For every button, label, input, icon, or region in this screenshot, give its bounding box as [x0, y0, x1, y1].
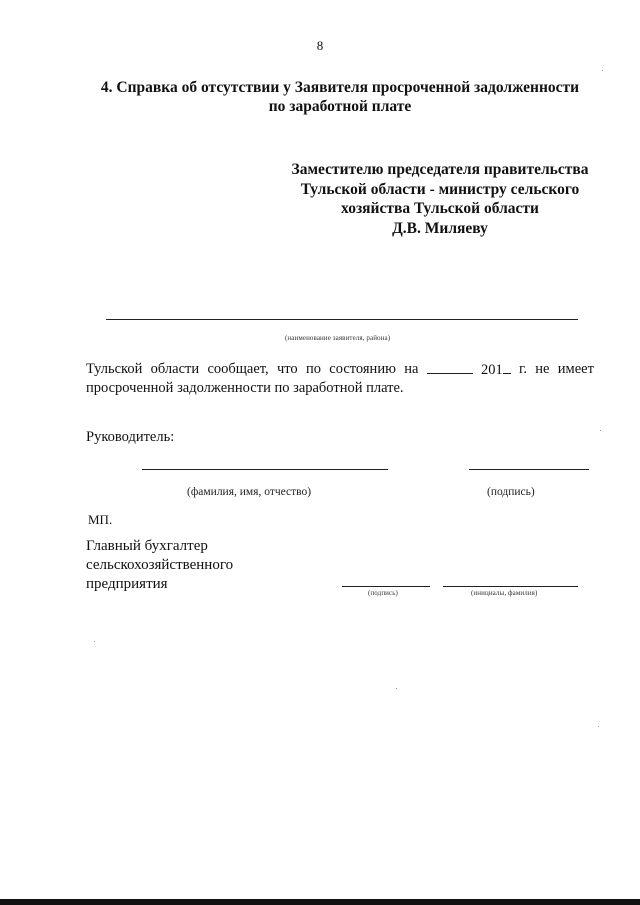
addressee-line-4: Д.В. Миляеву [392, 219, 488, 237]
statement-text [86, 360, 594, 397]
statement-word: Тульской [86, 361, 143, 377]
year-blank [503, 360, 511, 374]
statement-word: не [535, 361, 550, 377]
applicant-name-line [106, 319, 578, 320]
statement-word: на [404, 361, 419, 377]
statement-word: сообщает, [207, 361, 269, 377]
statement-word: имеет [557, 361, 594, 377]
accountant-name-line [443, 586, 578, 587]
scan-speck [396, 688, 397, 689]
accountant-line-2: сельскохозяйственного [86, 557, 234, 573]
title-line-1: 4. Справка об отсутствии у Заявителя просроченной задолженности [100, 79, 580, 96]
head-signature-caption: (подпись) [487, 486, 535, 498]
addressee-block [280, 160, 600, 238]
title-line-2: по заработной плате [268, 98, 412, 115]
statement-line-2: просроченной задолженности по заработной плате. [86, 380, 404, 396]
accountant-name-caption: (инициалы, фамилия) [471, 589, 538, 597]
addressee-line-1: Заместителю председателя правительства [291, 161, 589, 178]
scan-speck [602, 70, 603, 71]
statement-word: состоянию [329, 361, 396, 377]
accountant-title [86, 537, 286, 594]
date-blank-field [427, 360, 473, 374]
page-number: 8 [316, 38, 324, 53]
year-prefix: 201 [481, 362, 503, 378]
document-title [80, 78, 600, 116]
statement-line-1 [86, 360, 594, 379]
accountant-signature-line [342, 586, 430, 587]
applicant-caption: (наименование заявителя, района) [285, 334, 391, 342]
statement-word: по [305, 361, 321, 377]
statement-word: что [276, 361, 298, 377]
accountant-signature-caption: (подпись) [368, 589, 398, 597]
addressee-line-2: Тульской области - министру сельского [300, 180, 580, 198]
statement-word: г. [519, 361, 527, 377]
accountant-line-1: Главный бухгалтер [86, 538, 208, 554]
scan-speck [600, 430, 601, 431]
year-field [481, 360, 511, 379]
scan-edge-bar [0, 899, 640, 905]
stamp-place-label: МП. [88, 512, 113, 527]
statement-word: области [150, 361, 200, 377]
head-name-caption: (фамилия, имя, отчество) [187, 486, 312, 498]
addressee-line-3: хозяйства Тульской области [341, 200, 539, 217]
head-signature-line [469, 469, 589, 470]
accountant-line-3: предприятия [86, 576, 168, 592]
head-label: Руководитель: [86, 429, 175, 445]
scan-speck [598, 726, 599, 727]
head-name-line [142, 469, 388, 470]
scan-speck [94, 641, 95, 642]
